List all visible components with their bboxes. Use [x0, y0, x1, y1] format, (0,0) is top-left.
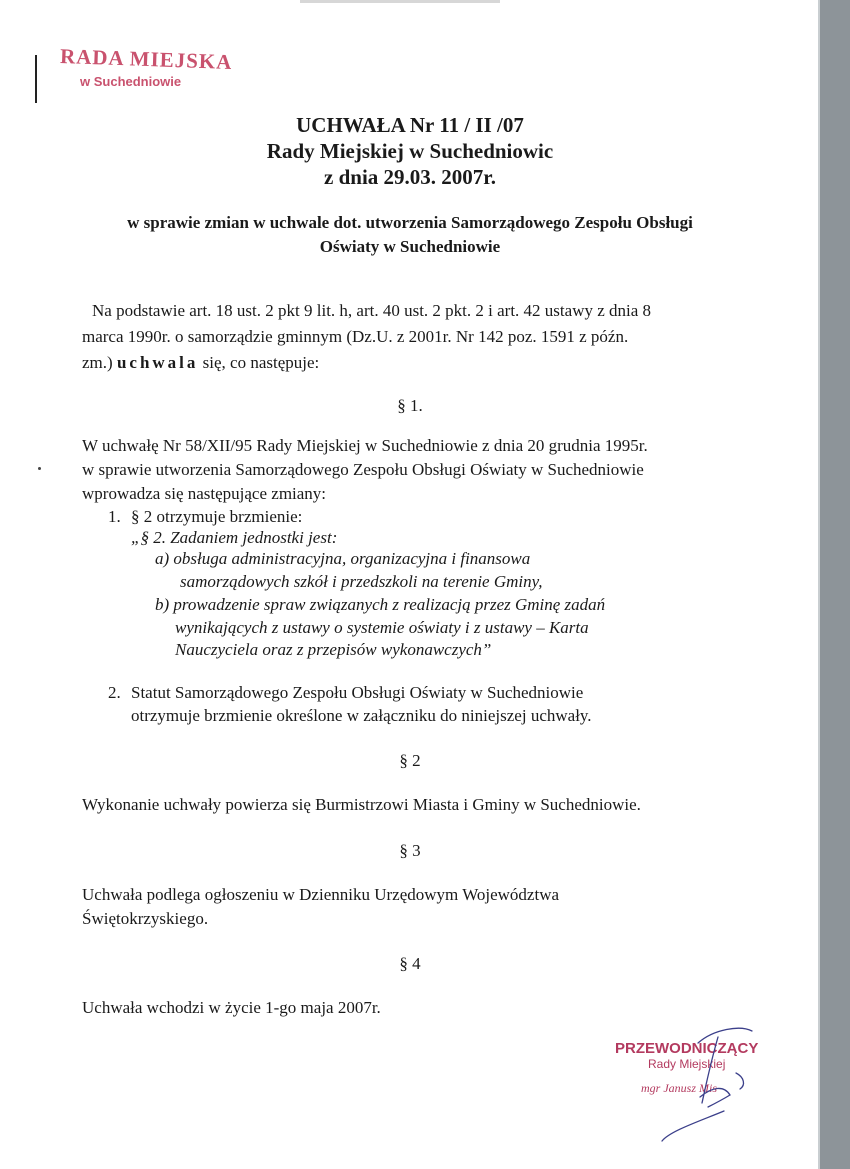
section-1-intro-1: W uchwałę Nr 58/XII/95 Rady Miejskiej w Suchedniowie z dnia 20 grudnia 1995r.: [82, 436, 648, 455]
preamble-line-2: marca 1990r. o samorządzie gminnym (Dz.U. z 2001r. Nr 142 poz. 1591 z późn.: [82, 327, 629, 346]
point-a-line-2: samorządowych szkół i przedszkoli na terenie Gminy,: [180, 572, 543, 591]
enacting-word: uchwala: [116, 353, 199, 372]
margin-mark: [35, 55, 37, 103]
chairman-stamp-name: mgr Janusz Mis: [641, 1081, 718, 1095]
section-2-text: Wykonanie uchwały powierza się Burmistrzowi Miasta i Gminy w Suchedniowie.: [82, 795, 641, 814]
section-1-heading: § 1.: [397, 396, 423, 415]
section-4-heading: § 4: [399, 954, 421, 973]
chairman-stamp-title: PRZEWODNICZĄCY: [615, 1040, 759, 1057]
resolution-date: z dnia 29.03. 2007r.: [324, 165, 496, 189]
section-3-line-2: Świętokrzyskiego.: [82, 909, 209, 928]
stamp-line-2: w Suchedniowie: [80, 74, 182, 89]
point-a-line-1: a) obsługa administracyjna, organizacyjna i finansowa: [155, 549, 531, 568]
preamble-line-3-end: się, co następuje:: [202, 353, 320, 372]
council-stamp: [59, 43, 233, 89]
scan-dot: [38, 467, 41, 470]
section-3-line-1: Uchwała podlega ogłoszeniu w Dzienniku Urzędowym Województwa: [82, 885, 560, 904]
section-1-intro-2: w sprawie utworzenia Samorządowego Zespołu Obsługi Oświaty w Suchedniowie: [82, 460, 644, 479]
point-b-line-3: Nauczyciela oraz z przepisów wykonawczych”: [175, 640, 492, 659]
preamble-line-3-start: zm.): [82, 353, 113, 372]
point-b-line-1: b) prowadzenie spraw związanych z realizacją przez Gminę zadań: [155, 595, 606, 614]
chairman-stamp-council: Rady Miejskiej: [648, 1057, 726, 1071]
section-1-intro-3: wprowadza się następujące zmiany:: [82, 484, 327, 503]
quote-heading: „§ 2. Zadaniem jednostki jest:: [131, 528, 338, 547]
item-1-number: 1.: [108, 507, 121, 526]
item-2-line-1: Statut Samorządowego Zespołu Obsługi Oświaty w Suchedniowie: [131, 683, 584, 702]
subject-line-2: Oświaty w Suchedniowie: [319, 237, 501, 256]
resolution-title: UCHWAŁA Nr 11 / II /07: [296, 113, 524, 137]
scan-edge-shadow: [820, 0, 850, 1169]
section-2-heading: § 2: [399, 751, 421, 770]
resolution-council: Rady Miejskiej w Suchedniowic: [266, 139, 554, 163]
item-1-text: § 2 otrzymuje brzmienie:: [131, 507, 303, 526]
handwritten-signature: [640, 1025, 770, 1145]
subject-line-1: w sprawie zmian w uchwale dot. utworzenia Samorządowego Zespołu Obsługi: [127, 213, 693, 232]
section-4-text: Uchwała wchodzi w życie 1-go maja 2007r.: [82, 998, 381, 1017]
preamble-line-1: Na podstawie art. 18 ust. 2 pkt 9 lit. h, art. 40 ust. 2 pkt. 2 i art. 42 ustawy z dnia 8: [92, 301, 652, 320]
item-2-line-2: otrzymuje brzmienie określone w załączniku do niniejszej uchwały.: [131, 706, 592, 725]
preamble-line-3: [82, 353, 319, 373]
scan-top-artifact: [300, 0, 500, 3]
stamp-line-1: RADA MIEJSKA: [59, 43, 233, 75]
point-b-line-2: wynikających z ustawy o systemie oświaty i z ustawy – Karta: [175, 618, 589, 637]
section-3-heading: § 3: [399, 841, 421, 860]
item-2-number: 2.: [108, 683, 121, 702]
